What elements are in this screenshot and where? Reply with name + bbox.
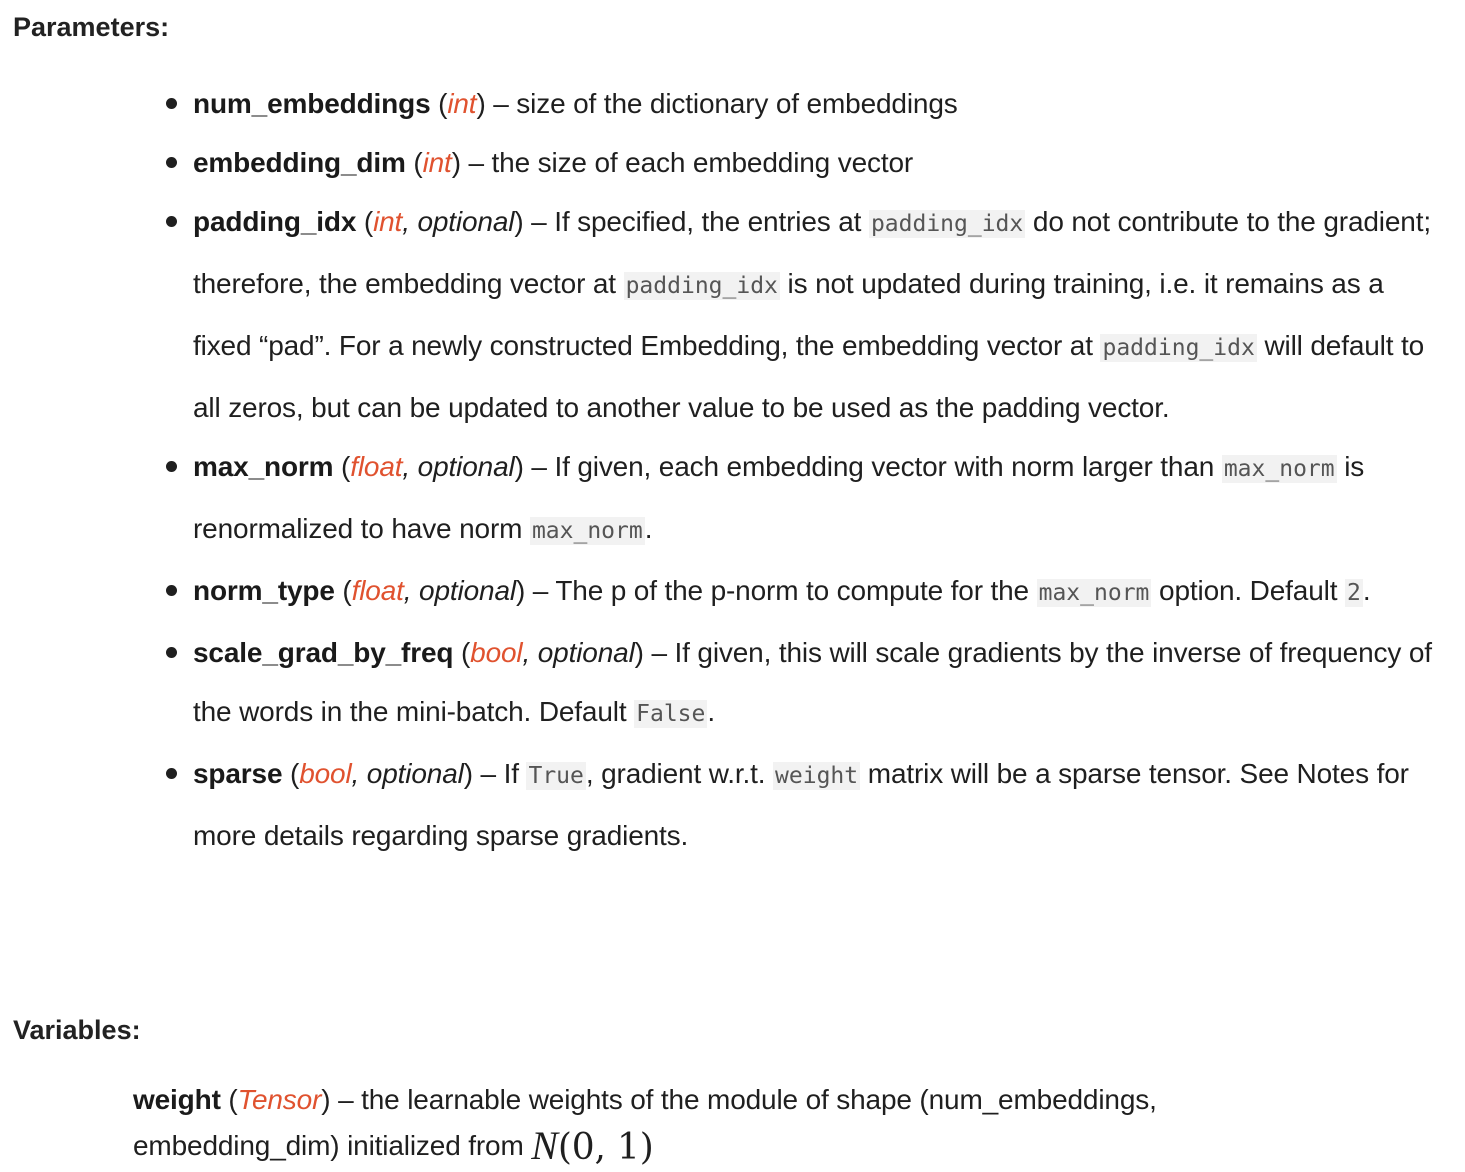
param-type[interactable]: bool bbox=[299, 758, 352, 789]
paren: ) bbox=[463, 758, 473, 789]
paren: ) bbox=[515, 575, 526, 606]
parameters-heading: Parameters: bbox=[13, 12, 170, 42]
inline-code: weight bbox=[775, 763, 859, 789]
param-desc: will default to all zeros, but can be updated to another value to be used as the padding vector. bbox=[193, 330, 1425, 423]
bullet-icon bbox=[166, 585, 177, 596]
param-desc: – size of the dictionary of embeddings bbox=[485, 88, 958, 119]
param-padding-idx bbox=[193, 192, 1445, 437]
param-desc: , gradient w.r.t. bbox=[585, 758, 774, 789]
inline-code: max_norm bbox=[1038, 580, 1150, 606]
paren: ( bbox=[430, 88, 448, 119]
paren: ) bbox=[476, 88, 486, 119]
param-type[interactable]: float bbox=[350, 451, 403, 482]
variable-type[interactable]: Tensor bbox=[237, 1084, 322, 1115]
math-args: (0, 1) bbox=[557, 1127, 654, 1168]
param-type[interactable]: int bbox=[422, 147, 452, 178]
param-type[interactable]: float bbox=[351, 575, 404, 606]
variable-weight bbox=[133, 1077, 1253, 1171]
paren: ( bbox=[220, 1084, 238, 1115]
param-name: scale_grad_by_freq bbox=[193, 637, 454, 668]
param-desc: . bbox=[707, 696, 716, 727]
variable-name: weight bbox=[133, 1084, 221, 1115]
param-desc: – The p of the p-norm to compute for the bbox=[525, 575, 1037, 606]
param-type[interactable]: int bbox=[373, 206, 403, 237]
bullet-icon bbox=[166, 98, 177, 109]
paren: ( bbox=[334, 575, 352, 606]
param-desc: do not contribute to the gradient; therefore, the embedding vector at bbox=[193, 206, 1431, 299]
inline-code: max_norm bbox=[531, 518, 643, 544]
paren: ( bbox=[405, 147, 423, 178]
param-desc: – If specified, the entries at bbox=[523, 206, 869, 237]
paren: ) bbox=[514, 451, 524, 482]
param-desc: – If given, this will scale gradients by the inverse of frequency of the words in the mini-batch. Default bbox=[193, 637, 1432, 727]
paren: ( bbox=[333, 451, 351, 482]
bullet-icon bbox=[166, 768, 177, 779]
bullet-icon bbox=[166, 647, 177, 658]
bullet-icon bbox=[166, 461, 177, 472]
param-name: num_embeddings bbox=[193, 88, 431, 119]
param-desc: . bbox=[644, 513, 653, 544]
param-type[interactable]: bool bbox=[470, 637, 523, 668]
param-optional: , optional bbox=[351, 758, 464, 789]
paren: ) bbox=[634, 637, 644, 668]
param-desc: – If bbox=[472, 758, 527, 789]
inline-code: 2 bbox=[1346, 580, 1361, 606]
variables-heading: Variables: bbox=[13, 1015, 141, 1045]
paren: ) bbox=[514, 206, 524, 237]
inline-code: False bbox=[636, 701, 706, 727]
param-name: embedding_dim bbox=[193, 147, 406, 178]
param-optional: , optional bbox=[402, 451, 515, 482]
param-max-norm bbox=[193, 437, 1445, 561]
param-scale-grad-by-freq bbox=[193, 623, 1445, 744]
param-optional: , optional bbox=[403, 575, 516, 606]
param-name: max_norm bbox=[193, 451, 334, 482]
paren: ( bbox=[453, 637, 471, 668]
param-name: norm_type bbox=[193, 575, 335, 606]
param-desc: – the size of each embedding vector bbox=[460, 147, 914, 178]
param-name: sparse bbox=[193, 758, 283, 789]
paren: ( bbox=[282, 758, 300, 789]
param-optional: , optional bbox=[402, 206, 515, 237]
inline-code: padding_idx bbox=[625, 273, 778, 299]
param-desc: is renormalized to have norm bbox=[193, 451, 1365, 544]
param-desc: is not updated during training, i.e. it remains as a fixed “pad”. For a newly constructed Embedding, the embedding vector at bbox=[193, 268, 1384, 361]
param-type[interactable]: int bbox=[447, 88, 477, 119]
math-symbol: N bbox=[531, 1123, 558, 1168]
paren: ( bbox=[356, 206, 374, 237]
param-num-embeddings bbox=[193, 74, 1445, 133]
param-desc: matrix will be a sparse tensor. See Notes for more details regarding sparse gradients. bbox=[193, 758, 1409, 851]
bullet-icon bbox=[166, 216, 177, 227]
param-optional: , optional bbox=[522, 637, 635, 668]
inline-code: True bbox=[528, 763, 584, 789]
bullet-icon bbox=[166, 157, 177, 168]
inline-code: max_norm bbox=[1223, 456, 1335, 482]
param-name: padding_idx bbox=[193, 206, 357, 237]
parameters-list bbox=[0, 74, 1465, 865]
param-desc: – If given, each embedding vector with norm larger than bbox=[523, 451, 1222, 482]
variable-desc: – the learnable weights of the module of shape (num_embeddings, embedding_dim) initialized from bbox=[133, 1084, 1157, 1161]
param-sparse bbox=[193, 744, 1445, 865]
paren: ) bbox=[451, 147, 461, 178]
inline-code: padding_idx bbox=[870, 211, 1024, 237]
normal-distribution-formula bbox=[531, 1123, 654, 1168]
param-norm-type bbox=[193, 561, 1445, 623]
param-desc: . bbox=[1362, 575, 1371, 606]
paren: ) bbox=[321, 1084, 331, 1115]
param-embedding-dim bbox=[193, 133, 1445, 192]
inline-code: padding_idx bbox=[1102, 335, 1255, 361]
param-desc: option. Default bbox=[1151, 575, 1345, 606]
